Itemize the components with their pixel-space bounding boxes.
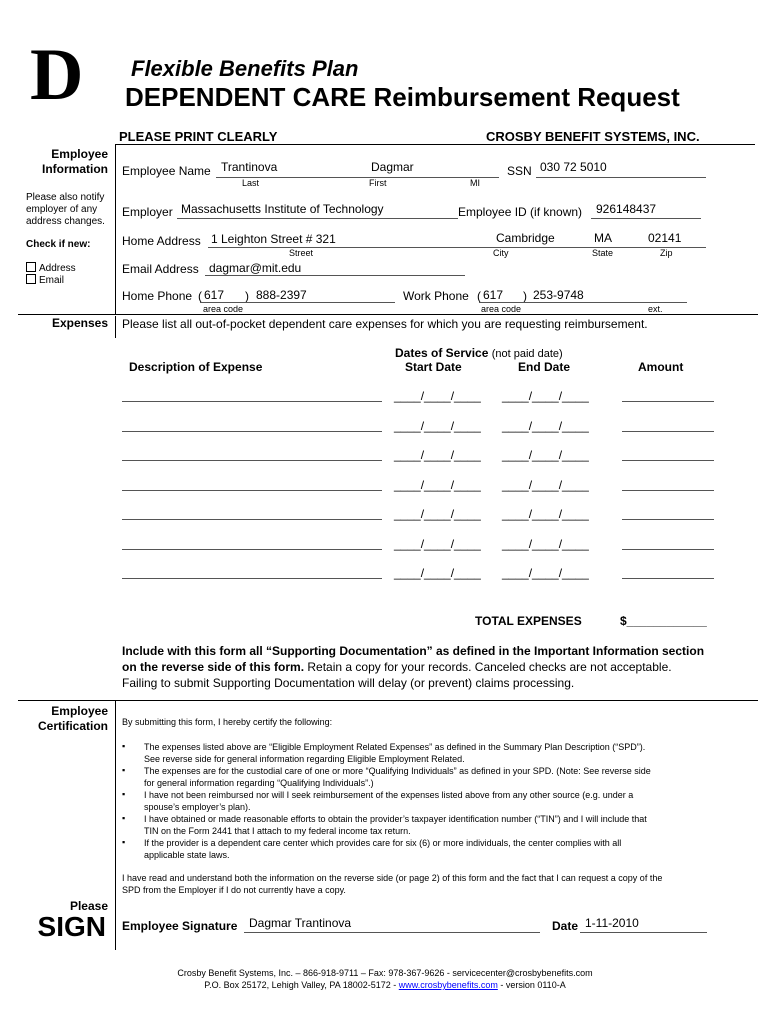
supporting-doc-line-2-rest: Retain a copy for your records. Canceled checks are not acceptable. bbox=[304, 660, 672, 674]
email-address-label: Email Address bbox=[122, 262, 199, 276]
expenses-instruction: Please list all out-of-pocket dependent care expenses for which you are requesting reimbursement. bbox=[122, 317, 648, 331]
certification-closing-2: SPD from the Employer if I do not currently have a copy. bbox=[122, 885, 346, 895]
expense-amount-field[interactable] bbox=[622, 401, 714, 402]
email-checkbox[interactable] bbox=[26, 274, 36, 284]
expense-amount-field[interactable] bbox=[622, 519, 714, 520]
dates-of-service-heading bbox=[395, 346, 563, 360]
notify-note-3: address changes. bbox=[26, 216, 105, 227]
expense-end-date-field[interactable]: ____/____/____ bbox=[502, 418, 589, 433]
expense-start-date-field[interactable]: ____/____/____ bbox=[394, 448, 481, 462]
expense-start-date-field[interactable]: ____/____/____ bbox=[394, 389, 481, 403]
employer-field[interactable]: Massachusetts Institute of Technology bbox=[181, 202, 384, 216]
signature-line bbox=[244, 932, 540, 933]
company-name: CROSBY BENEFIT SYSTEMS, INC. bbox=[486, 129, 700, 144]
dates-of-service-label: Dates of Service bbox=[395, 346, 489, 360]
city-sublabel: City bbox=[493, 248, 509, 258]
footer-contact-line: Crosby Benefit Systems, Inc. – 866-918-9711 – Fax: 978-367-9626 - servicecenter@crosbybenefits.com bbox=[177, 968, 593, 978]
expense-description-field[interactable] bbox=[122, 460, 382, 461]
start-date-column-header: Start Date bbox=[405, 360, 462, 374]
certification-bullet-text: applicable state laws. bbox=[144, 850, 230, 860]
ssn-line bbox=[536, 177, 706, 178]
first-sublabel: First bbox=[369, 178, 387, 188]
description-column-header: Description of Expense bbox=[129, 360, 263, 374]
certification-closing-1: I have read and understand both the information on the reverse side (or page 2) of this form and the fact that I can request a copy of the bbox=[122, 873, 663, 883]
footer-version: - version 0110-A bbox=[497, 980, 566, 990]
home-phone-field[interactable]: 888-2397 bbox=[256, 288, 307, 302]
state-sublabel: State bbox=[592, 248, 614, 258]
home-phone-label: Home Phone bbox=[122, 289, 193, 303]
expense-end-date-field[interactable]: ____/____/____ bbox=[502, 536, 589, 551]
sign-label: SIGN bbox=[37, 911, 106, 942]
ssn-label: SSN bbox=[507, 164, 532, 178]
end-date-column-header: End Date bbox=[518, 360, 571, 374]
home-phone-close-paren: ) bbox=[245, 289, 249, 303]
certification-bullet-text: spouse’s employer’s plan). bbox=[144, 802, 251, 812]
work-phone-line bbox=[479, 302, 687, 303]
first-name-field[interactable]: Dagmar bbox=[371, 160, 414, 174]
plan-title: Flexible Benefits Plan bbox=[131, 56, 359, 81]
work-phone-field[interactable]: 253-9748 bbox=[533, 288, 584, 302]
address-checkbox[interactable] bbox=[26, 262, 36, 272]
not-paid-date-note: (not paid date) bbox=[491, 348, 563, 360]
employee-id-line bbox=[591, 218, 701, 219]
supporting-doc-line-3: Failing to submit Supporting Documentation will delay (or prevent) claims processing. bbox=[122, 676, 575, 690]
mi-sublabel: MI bbox=[470, 178, 480, 188]
expense-end-date-field[interactable]: ____/____/____ bbox=[502, 507, 589, 521]
certification-divider bbox=[18, 700, 758, 701]
expense-start-date-field[interactable]: ____/____/____ bbox=[394, 566, 481, 580]
website-link[interactable]: www.crosbybenefits.com bbox=[398, 980, 498, 990]
bullet-icon: ▪ bbox=[122, 837, 126, 847]
check-if-new-label: Check if new: bbox=[26, 239, 91, 250]
notify-note-1: Please also notify bbox=[26, 192, 105, 203]
expense-amount-field[interactable] bbox=[622, 460, 714, 461]
expense-start-date-field[interactable]: ____/____/____ bbox=[394, 536, 481, 551]
header-divider bbox=[115, 144, 755, 145]
email-option-label: Email bbox=[39, 275, 65, 286]
home-area-code-sublabel: area code bbox=[203, 304, 244, 314]
certification-intro: By submitting this form, I hereby certify the following: bbox=[122, 717, 333, 727]
employee-id-label: Employee ID (if known) bbox=[458, 205, 583, 219]
employee-name-label: Employee Name bbox=[122, 164, 211, 178]
expense-description-field[interactable] bbox=[122, 401, 382, 402]
certification-bullet-text: The expenses listed above are “Eligible Employment Related Expenses” as defined in the Summary Plan Description (“SPD”). bbox=[144, 742, 646, 752]
expenses-divider bbox=[18, 314, 758, 315]
total-expenses-label: TOTAL EXPENSES bbox=[475, 614, 582, 628]
amount-column-header: Amount bbox=[638, 360, 684, 374]
please-label: Please bbox=[69, 899, 108, 913]
section-divider-certification bbox=[115, 700, 116, 950]
expense-end-date-field[interactable]: ____/____/____ bbox=[502, 477, 589, 492]
expense-amount-field[interactable] bbox=[622, 490, 714, 491]
section-divider-employee bbox=[115, 144, 116, 314]
work-phone-open-paren: ( bbox=[477, 289, 481, 303]
expense-description-field[interactable] bbox=[122, 431, 382, 432]
ssn-field[interactable]: 030 72 5010 bbox=[540, 160, 607, 174]
street-sublabel: Street bbox=[289, 248, 314, 258]
expense-amount-field[interactable] bbox=[622, 578, 714, 579]
home-address-line bbox=[208, 247, 706, 248]
expense-start-date-field[interactable]: ____/____/____ bbox=[394, 477, 481, 492]
home-phone-open-paren: ( bbox=[198, 289, 202, 303]
last-sublabel: Last bbox=[242, 178, 260, 188]
date-field[interactable]: 1-11-2010 bbox=[585, 916, 639, 930]
state-field[interactable]: MA bbox=[594, 231, 612, 245]
certification-label: Employee Certification bbox=[37, 704, 108, 733]
certification-bullet-text: I have not been reimbursed nor will I seek reimbursement of the expenses listed above from any other source (e.g. under a bbox=[144, 790, 634, 800]
expense-description-field[interactable] bbox=[122, 549, 382, 550]
expense-amount-field[interactable] bbox=[622, 549, 714, 550]
form-letter: D bbox=[30, 34, 84, 116]
notify-note-2: employer of any bbox=[26, 204, 98, 215]
certification-bullet-text: The expenses are for the custodial care of one or more “Qualifying Individuals” as defined in your SPD. (Note: See reverse side bbox=[144, 766, 651, 776]
certification-bullet-text: See reverse side for general information regarding Eligible Employment Related. bbox=[144, 754, 465, 764]
footer-address-line bbox=[0, 980, 770, 990]
city-field[interactable]: Cambridge bbox=[496, 231, 555, 245]
section-divider-expenses bbox=[115, 316, 116, 338]
expense-description-field[interactable] bbox=[122, 490, 382, 491]
work-area-code-field[interactable]: 617 bbox=[483, 288, 504, 302]
date-label: Date bbox=[552, 919, 579, 933]
expense-end-date-field[interactable]: ____/____/____ bbox=[502, 389, 589, 403]
certification-bullet-text: If the provider is a dependent care center which provides care for six (6) or more individuals, the center complies with all bbox=[144, 838, 622, 848]
zip-field[interactable]: 02141 bbox=[648, 231, 682, 245]
ext-sublabel: ext. bbox=[648, 304, 663, 314]
expense-start-date-field[interactable]: ____/____/____ bbox=[394, 418, 481, 433]
expense-end-date-field[interactable]: ____/____/____ bbox=[502, 566, 589, 580]
home-address-label: Home Address bbox=[122, 234, 201, 248]
email-line bbox=[205, 275, 465, 276]
employee-signature-label: Employee Signature bbox=[122, 919, 238, 933]
last-name-field[interactable]: Trantinova bbox=[221, 160, 278, 174]
bullet-icon: ▪ bbox=[122, 813, 126, 823]
expense-start-date-field[interactable]: ____/____/____ bbox=[394, 507, 481, 521]
date-line bbox=[580, 932, 707, 933]
zip-sublabel: Zip bbox=[660, 248, 673, 258]
certification-bullet-text: TIN on the Form 2441 that I attach to my federal income tax return. bbox=[144, 826, 411, 836]
supporting-doc-line-2-bold: on the reverse side of this form. bbox=[122, 660, 305, 674]
employee-signature-field[interactable]: Dagmar Trantinova bbox=[249, 916, 352, 930]
expense-description-field[interactable] bbox=[122, 519, 382, 520]
print-clearly-note: PLEASE PRINT CLEARLY bbox=[119, 129, 278, 144]
bullet-icon: ▪ bbox=[122, 741, 126, 751]
expense-description-field[interactable] bbox=[122, 578, 382, 579]
email-change-option[interactable] bbox=[26, 274, 64, 287]
bullet-icon: ▪ bbox=[122, 765, 126, 775]
supporting-doc-line-2 bbox=[122, 660, 672, 674]
address-option-label: Address bbox=[39, 263, 76, 274]
work-phone-close-paren: ) bbox=[523, 289, 527, 303]
expense-amount-field[interactable] bbox=[622, 431, 714, 432]
work-phone-label: Work Phone bbox=[403, 289, 469, 303]
certification-bullet-text: I have obtained or made reasonable efforts to obtain the provider’s taxpayer identification number (“TIN”) and I will include that bbox=[144, 814, 647, 824]
email-field[interactable]: dagmar@mit.edu bbox=[209, 261, 302, 275]
certification-bullet-text: for general information regarding “Qualifying Individuals”.) bbox=[144, 778, 374, 788]
street-field[interactable]: 1 Leighton Street # 321 bbox=[211, 232, 336, 246]
home-area-code-field[interactable]: 617 bbox=[204, 288, 225, 302]
employee-information-label: Employee Information bbox=[42, 147, 108, 176]
bullet-icon: ▪ bbox=[122, 789, 126, 799]
employee-id-field[interactable]: 926148437 bbox=[596, 202, 657, 216]
footer-address: P.O. Box 25172, Lehigh Valley, PA 18002-5172 - bbox=[204, 980, 399, 990]
total-expenses-field[interactable]: $____________ bbox=[620, 614, 707, 628]
work-area-code-sublabel: area code bbox=[481, 304, 522, 314]
form-title: DEPENDENT CARE Reimbursement Request bbox=[125, 82, 680, 112]
supporting-doc-line-1: Include with this form all “Supporting Documentation” as defined in the Important Information section bbox=[122, 644, 705, 658]
expenses-label: Expenses bbox=[51, 316, 108, 330]
employer-label: Employer bbox=[122, 205, 173, 219]
home-phone-line bbox=[200, 302, 395, 303]
employer-line bbox=[177, 218, 458, 219]
expense-end-date-field[interactable]: ____/____/____ bbox=[502, 448, 589, 462]
